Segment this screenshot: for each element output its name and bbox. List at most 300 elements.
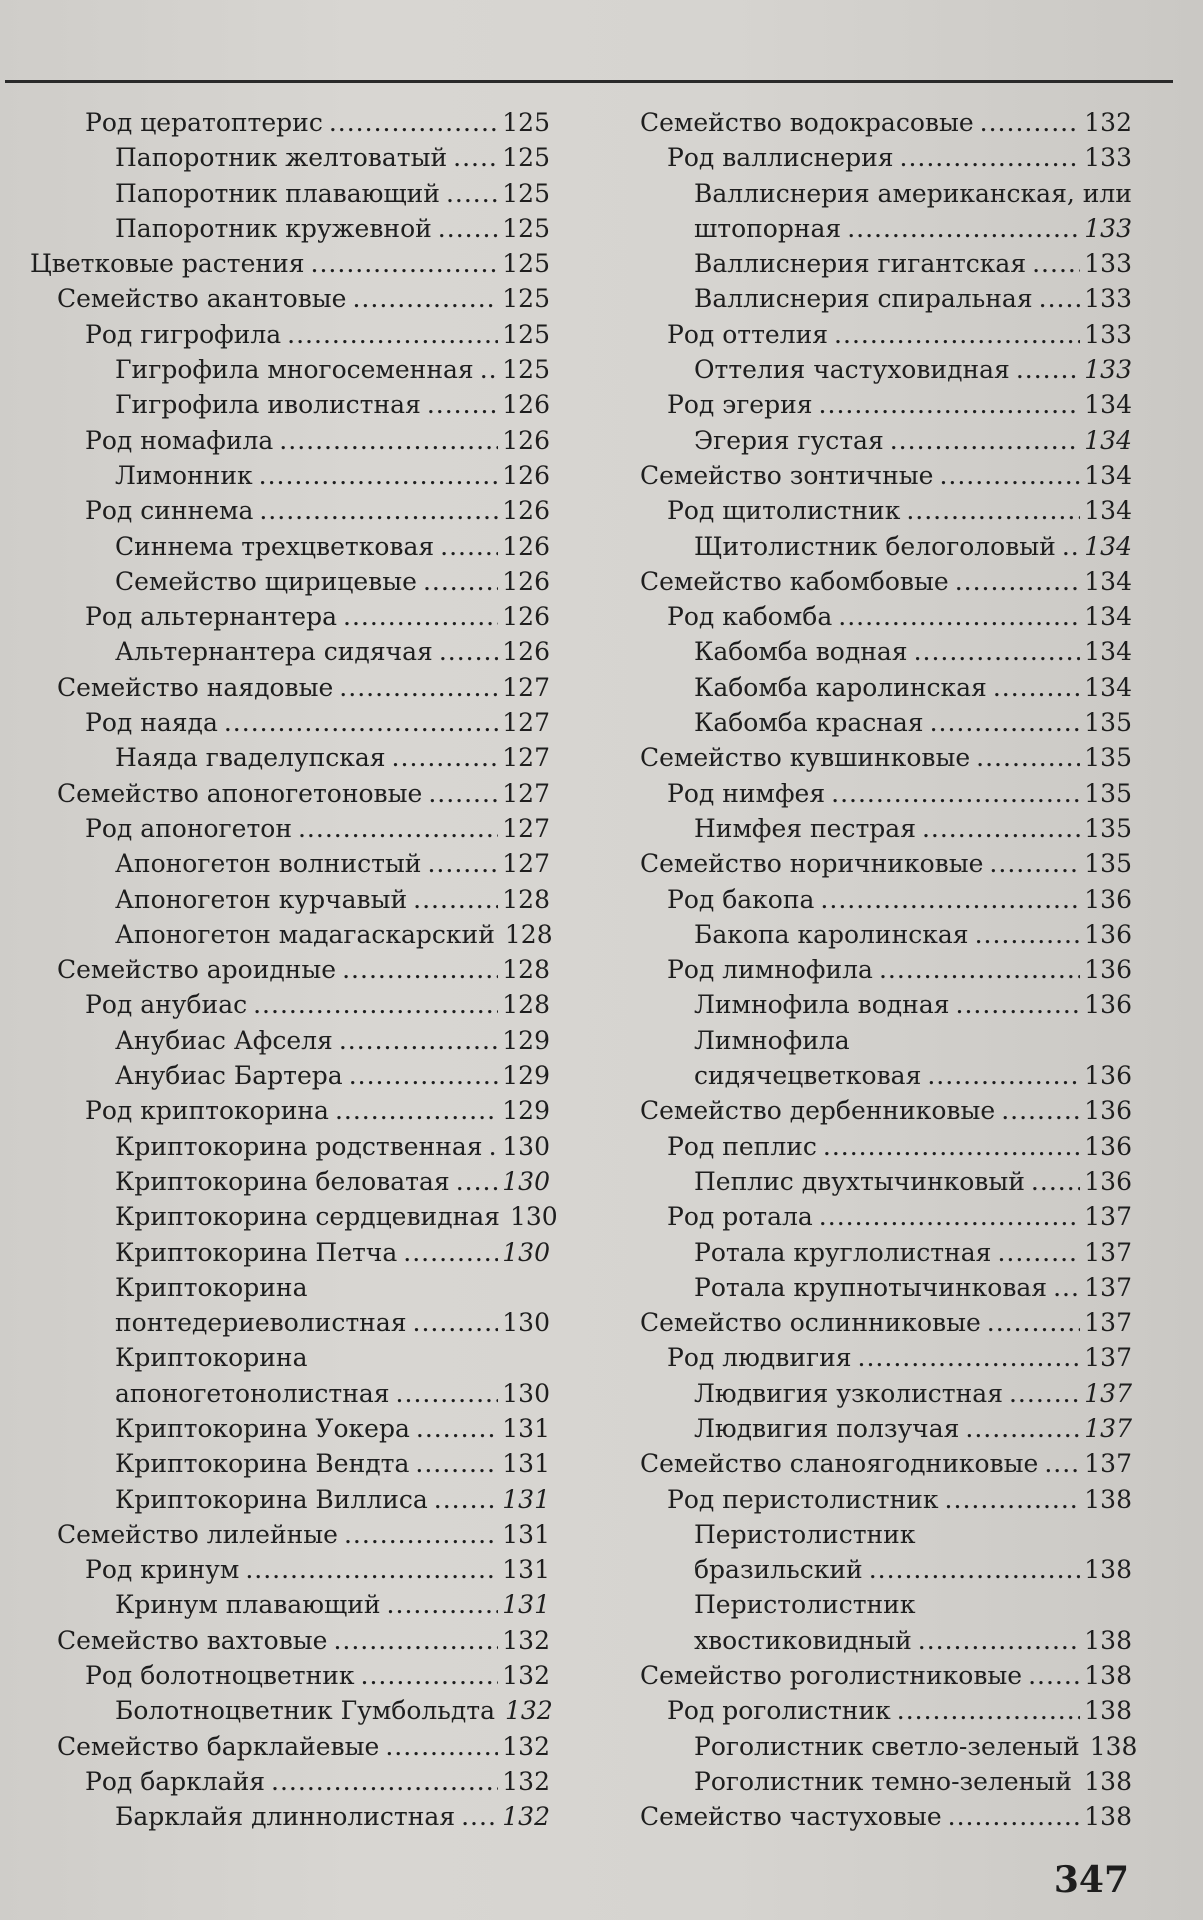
index-entry (30, 952, 550, 987)
index-page-number: 126 (502, 390, 550, 420)
index-entry (30, 634, 550, 669)
index-page-number: 130 (502, 1237, 550, 1267)
index-entry (30, 1552, 550, 1587)
index-entry (30, 281, 550, 316)
index-page-number: 135 (1084, 778, 1132, 808)
index-page-number: 134 (1084, 566, 1132, 596)
index-entry-text: Криптокорина (115, 1272, 308, 1302)
dot-leader (1044, 1446, 1080, 1481)
index-page-number: 133 (1084, 249, 1132, 279)
index-page-number: 132 (502, 1766, 550, 1796)
index-page-number: 130 (502, 1308, 550, 1338)
dot-leader (224, 705, 498, 740)
index-entry (640, 634, 1132, 669)
dot-leader (361, 1658, 499, 1693)
dot-leader (413, 1305, 499, 1340)
dot-leader (819, 387, 1081, 422)
index-entry (30, 105, 550, 140)
index-page-number: 131 (502, 1519, 550, 1549)
index-page-number: 128 (504, 919, 553, 949)
dot-leader (453, 140, 498, 175)
index-entry-text: Род болотноцветник (85, 1661, 355, 1691)
index-entry (30, 211, 550, 246)
index-entry-text: Род оттелия (667, 319, 829, 349)
index-entry (640, 1693, 1132, 1728)
index-entry (640, 1623, 1132, 1658)
index-entry (640, 1270, 1132, 1305)
index-page-number: 131 (502, 1449, 550, 1479)
dot-leader (838, 599, 1080, 634)
index-entry (640, 1482, 1132, 1517)
index-entry-text: Род номафила (85, 425, 274, 455)
index-page-number: 127 (502, 708, 550, 738)
index-entry (640, 1411, 1132, 1446)
index-entry-text: Эгерия густая (694, 425, 884, 455)
dot-leader (1053, 1270, 1080, 1305)
dot-leader (415, 1446, 498, 1481)
dot-leader (955, 564, 1081, 599)
dot-leader (948, 1799, 1081, 1834)
index-entry (30, 1799, 550, 1834)
index-page-number: 138 (1084, 1766, 1132, 1796)
index-page-number: 130 (509, 1202, 558, 1232)
dot-leader (976, 740, 1080, 775)
index-page-number: 132 (502, 1661, 550, 1691)
index-entry-text: Нимфея пестрая (694, 813, 916, 843)
header-rule (5, 80, 1173, 83)
dot-leader (1001, 1093, 1080, 1128)
index-entry-text: Семейство ослинниковые (640, 1308, 981, 1338)
index-page-number: 138 (1089, 1731, 1138, 1761)
index-entry-text: Кабомба красная (694, 708, 924, 738)
index-entry-text: Криптокорина Вендта (115, 1449, 410, 1479)
dot-leader (930, 705, 1081, 740)
index-entry-text: Перистолистник (694, 1519, 916, 1549)
index-entry (640, 317, 1132, 352)
dot-leader (989, 846, 1080, 881)
index-page-number: 125 (502, 108, 550, 137)
index-page-number: 125 (502, 284, 550, 314)
index-entry (640, 1093, 1132, 1128)
index-entry (30, 352, 550, 387)
index-entry-text: Род ротала (667, 1202, 813, 1232)
dot-leader (343, 599, 498, 634)
dot-leader (456, 1164, 499, 1199)
index-entry (30, 423, 550, 458)
index-entry (640, 1658, 1132, 1693)
dot-leader (446, 176, 498, 211)
index-entry-text: Род анубиас (85, 990, 248, 1020)
index-entry (30, 140, 550, 175)
index-entry-text: Папоротник желтоватый (115, 143, 448, 173)
index-entry-text: Синнема трехцветковая (115, 531, 435, 561)
dot-leader (819, 1199, 1080, 1234)
index-page-number: 131 (502, 1413, 550, 1443)
index-page-number: 127 (502, 813, 550, 843)
index-page-number: 126 (502, 602, 550, 632)
index-entry (640, 105, 1132, 140)
index-entry (640, 246, 1132, 281)
dot-leader (403, 1235, 498, 1270)
index-entry (640, 1305, 1132, 1340)
dot-leader (847, 211, 1080, 246)
index-page-number: 137 (1084, 1449, 1132, 1479)
dot-leader (344, 1517, 498, 1552)
index-entry-text: Альтернантера сидячая (115, 637, 433, 667)
dot-leader (259, 458, 499, 493)
index-page-number: 132 (502, 1625, 550, 1655)
index-entry (30, 1623, 550, 1658)
index-entry (640, 1235, 1132, 1270)
index-entry-text: Болотноцветник Гумбольдта (115, 1696, 496, 1726)
index-entry-text: Кабомба водная (694, 637, 908, 667)
index-entry-text: Людвигия ползучая (694, 1413, 960, 1443)
index-page-number: 130 (502, 1166, 550, 1196)
index-page-number: 126 (502, 637, 550, 667)
index-page-number: 137 (1084, 1237, 1132, 1267)
index-entry-text: Семейство вахтовые (57, 1625, 328, 1655)
index-page-number: 126 (502, 496, 550, 526)
index-page-number: 129 (502, 1096, 550, 1126)
index-page-number: 134 (1084, 531, 1132, 561)
index-entry (640, 776, 1132, 811)
dot-leader (834, 317, 1080, 352)
index-entry (30, 987, 550, 1022)
dot-leader (987, 1305, 1081, 1340)
index-entry (30, 1482, 550, 1517)
index-page-number: 135 (1084, 743, 1132, 773)
dot-leader (939, 458, 1080, 493)
index-entry-text: Перистолистник (694, 1590, 916, 1620)
index-entry-text: Семейство зонтичные (640, 460, 934, 490)
index-entry (30, 1764, 550, 1799)
index-page-number: 133 (1084, 284, 1132, 314)
index-page-number: 126 (502, 531, 550, 561)
dot-leader (820, 882, 1080, 917)
index-entry (30, 705, 550, 740)
index-entry-text: Гигрофила иволистная (115, 390, 421, 420)
index-entry (640, 140, 1132, 175)
index-page-number: 134 (1084, 602, 1132, 632)
dot-leader (413, 882, 498, 917)
index-page-number: 128 (502, 884, 550, 914)
index-entry-text: Оттелия частуховидная (694, 355, 1010, 385)
index-entry-text: Ротала крупнотычинковая (694, 1272, 1048, 1302)
index-page-number: 134 (1084, 460, 1132, 490)
index-page-number: 128 (502, 990, 550, 1020)
index-entry-text: Роголистник темно-зеленый (694, 1766, 1072, 1796)
index-page-number: 138 (1084, 1625, 1132, 1655)
index-page-number: 126 (502, 460, 550, 490)
index-entry-text: Криптокорина родственная (115, 1131, 483, 1161)
index-entry-text: Семейство сланоягодниковые (640, 1449, 1039, 1479)
index-page-number: 136 (1084, 955, 1132, 985)
dot-leader (900, 140, 1081, 175)
index-entry-text: Семейство водокрасовые (640, 108, 974, 137)
index-entry (640, 458, 1132, 493)
index-entry-text: Род нимфея (667, 778, 826, 808)
dot-leader (339, 670, 498, 705)
index-page-number: 125 (502, 178, 550, 208)
index-entry (30, 917, 553, 952)
index-page-number: 129 (502, 1025, 550, 1055)
index-entry (30, 317, 550, 352)
index-entry (30, 599, 550, 634)
index-entry (30, 493, 550, 528)
index-entry-text: Криптокорина Уокера (115, 1413, 410, 1443)
index-entry (640, 1729, 1138, 1764)
index-page-number: 125 (502, 319, 550, 349)
dot-leader (1032, 246, 1080, 281)
dot-leader (906, 493, 1080, 528)
index-entry-text: Род цератоптерис (85, 108, 323, 137)
index-entry-text: Семейство частуховые (640, 1802, 942, 1832)
index-page-number: 132 (1084, 108, 1132, 137)
dot-leader (965, 1411, 1080, 1446)
index-entry (640, 670, 1132, 705)
index-entry-text: Роголистник светло-зеленый (694, 1731, 1080, 1761)
index-entry-text: Лимнофила (694, 1025, 850, 1055)
index-entry-text: Род наяда (85, 708, 218, 738)
index-entry-text: Род перистолистник (667, 1484, 939, 1514)
index-entry (30, 1693, 553, 1728)
index-page-number: 125 (502, 355, 550, 385)
index-entry (30, 529, 550, 564)
index-page-number: 135 (1084, 849, 1132, 879)
index-entry (640, 493, 1132, 528)
index-entry-text: Анубиас Афселя (115, 1025, 333, 1055)
dot-leader (439, 634, 498, 669)
index-entry (640, 564, 1132, 599)
dot-leader (311, 246, 499, 281)
index-page-number: 125 (502, 249, 550, 279)
index-page-number: 138 (1084, 1802, 1132, 1832)
dot-leader (997, 1235, 1080, 1270)
index-entry (640, 1552, 1132, 1587)
index-entry-text: Щитолистник белоголовый (694, 531, 1056, 561)
index-entry (30, 1305, 550, 1340)
index-entry (640, 811, 1132, 846)
index-entry-text: Род кринум (85, 1555, 240, 1585)
index-entry (30, 846, 550, 881)
index-entry-text: Пеплис двухтычинковый (694, 1166, 1025, 1196)
dot-leader (253, 987, 498, 1022)
index-page-number: 137 (1084, 1378, 1132, 1408)
index-entry-text: Кринум плавающий (115, 1590, 381, 1620)
index-entry (640, 740, 1132, 775)
index-entry-text: Апоногетон курчавый (115, 884, 408, 914)
dot-leader (396, 1376, 499, 1411)
index-entry (30, 176, 550, 211)
dot-leader (335, 1093, 498, 1128)
index-entry (30, 1729, 550, 1764)
index-page-number: 127 (502, 672, 550, 702)
index-page-number: 135 (1084, 708, 1132, 738)
index-entry (640, 1340, 1132, 1375)
index-entry-text: Ротала круглолистная (694, 1237, 992, 1267)
dot-leader (980, 105, 1081, 140)
index-page-number: 134 (1084, 425, 1132, 455)
index-page-number: 130 (502, 1131, 550, 1161)
index-entry (30, 1199, 558, 1234)
dot-leader (879, 952, 1080, 987)
index-entry (640, 917, 1132, 952)
dot-leader (271, 1764, 498, 1799)
index-page-number: 136 (1084, 1096, 1132, 1126)
index-entry-text: Семейство щирицевые (115, 566, 417, 596)
dot-leader (440, 529, 498, 564)
index-entry (640, 1129, 1132, 1164)
index-entry (640, 882, 1132, 917)
index-page-number: 136 (1084, 884, 1132, 914)
index-page-number: 136 (1084, 1166, 1132, 1196)
dot-leader (339, 1023, 498, 1058)
index-entry (30, 1129, 550, 1164)
dot-leader (392, 740, 499, 775)
index-entry (640, 705, 1132, 740)
index-page-number: 126 (502, 425, 550, 455)
index-entry-text: Род альтернантера (85, 602, 338, 632)
index-entry (30, 670, 550, 705)
dot-leader (298, 811, 498, 846)
index-entry (640, 423, 1132, 458)
index-page-number: 128 (502, 955, 550, 985)
dot-leader (1039, 281, 1081, 316)
dot-leader (342, 952, 498, 987)
index-page-number: 131 (502, 1590, 550, 1620)
index-page-number: 131 (502, 1484, 550, 1514)
dot-leader (914, 634, 1081, 669)
index-entry-text: Валлиснерия гигантская (694, 249, 1027, 279)
index-entry-text: Папоротник плавающий (115, 178, 440, 208)
index-entry-text: Валлиснерия спиральная (694, 284, 1033, 314)
dot-leader (975, 917, 1081, 952)
index-entry (640, 529, 1132, 564)
index-page-number: 136 (1084, 990, 1132, 1020)
index-page-number: 132 (502, 1731, 550, 1761)
dot-leader (945, 1482, 1081, 1517)
page-number: 347 (1053, 1859, 1129, 1901)
index-entry-text: Семейство дербенниковые (640, 1096, 996, 1126)
dot-leader (489, 1129, 499, 1164)
dot-leader (416, 1411, 498, 1446)
dot-leader (352, 281, 498, 316)
index-entry (30, 1093, 550, 1128)
index-entry (640, 1164, 1132, 1199)
dot-leader (1028, 1658, 1080, 1693)
dot-leader (869, 1552, 1081, 1587)
index-page-number: 137 (1084, 1308, 1132, 1338)
index-page-number: 132 (502, 1802, 550, 1832)
index-entry (640, 1058, 1132, 1093)
index-page-number: 138 (1084, 1696, 1132, 1726)
index-entry-text: апоногетонолистная (115, 1378, 390, 1408)
index-entry (30, 882, 550, 917)
index-entry-text: Род щитолистник (667, 496, 901, 526)
index-entry (30, 740, 550, 775)
index-entry-text: Криптокорина Петча (115, 1237, 398, 1267)
index-entry-text: Лимонник (115, 460, 253, 490)
index-page-number: 138 (1084, 1484, 1132, 1514)
index-entry-text: Род людвигия (667, 1343, 852, 1373)
index-page-number: 136 (1084, 919, 1132, 949)
dot-leader (329, 105, 498, 140)
index-entry (640, 387, 1132, 422)
index-entry-text: Людвигия узколистная (694, 1378, 1003, 1408)
index-page-number: 135 (1084, 813, 1132, 843)
dot-leader (927, 1058, 1080, 1093)
index-entry-text: хвостиковидный (694, 1625, 912, 1655)
index-entry-text: Род гигрофила (85, 319, 282, 349)
index-entry-text: Род криптокорина (85, 1096, 329, 1126)
index-entry-text: Бакопа каролинская (694, 919, 969, 949)
dot-leader (1062, 529, 1080, 564)
dot-leader (1031, 1164, 1080, 1199)
index-page-number: 137 (1084, 1413, 1132, 1443)
dot-leader (1016, 352, 1080, 387)
index-entry (30, 246, 550, 281)
index-entry (640, 281, 1132, 316)
index-entry-text: Род кабомба (667, 602, 833, 632)
index-page-number: 138 (1084, 1661, 1132, 1691)
index-page-number: 136 (1084, 1131, 1132, 1161)
index-entry (640, 846, 1132, 881)
index-column-left (30, 105, 558, 1845)
index-entry-text: Род синнема (85, 496, 254, 526)
index-entry-text: Криптокорина (115, 1343, 308, 1373)
index-entry-text: Семейство наядовые (57, 672, 334, 702)
index-page-number: 127 (502, 778, 550, 808)
index-entry (30, 1164, 550, 1199)
index-entry (30, 1023, 550, 1058)
dot-leader (279, 423, 498, 458)
index-entry-text: Папоротник кружевной (115, 213, 432, 243)
index-page-number: 130 (502, 1378, 550, 1408)
dot-leader (387, 1587, 499, 1622)
index-entry-text: Барклайя длиннолистная (115, 1802, 456, 1832)
index-page-number: 133 (1084, 213, 1132, 243)
index-page-number: 134 (1084, 637, 1132, 667)
dot-leader (427, 846, 498, 881)
index-entry (30, 1058, 550, 1093)
index-entry-text: Род барклайя (85, 1766, 266, 1796)
dot-leader (438, 211, 498, 246)
index-entry (640, 211, 1132, 246)
dot-leader (922, 811, 1080, 846)
index-entry-text: Криптокорина Виллиса (115, 1484, 428, 1514)
index-page-number: 137 (1084, 1343, 1132, 1373)
dot-leader (831, 776, 1080, 811)
index-entry-text: Криптокорина беловатая (115, 1166, 450, 1196)
index-entry-text: Семейство кувшинковые (640, 743, 971, 773)
index-page-number: 126 (502, 566, 550, 596)
dot-leader (858, 1340, 1081, 1375)
index-entry-text: бразильский (694, 1555, 863, 1585)
index-column-right (640, 105, 1138, 1845)
index-entry-text: Семейство кабомбовые (640, 566, 949, 596)
index-entry-text: Род лимнофила (667, 955, 873, 985)
index-page-number: 133 (1084, 143, 1132, 173)
index-page-number: 136 (1084, 1061, 1132, 1091)
index-entry-text: Наяда гваделупская (115, 743, 386, 773)
index-page-number: 132 (505, 1696, 553, 1726)
dot-leader (385, 1729, 498, 1764)
dot-leader (287, 317, 498, 352)
dot-leader (1009, 1376, 1080, 1411)
index-entry-text: Анубиас Бартера (115, 1061, 343, 1091)
index-entry-text: Лимнофила водная (694, 990, 950, 1020)
index-entry (30, 387, 550, 422)
